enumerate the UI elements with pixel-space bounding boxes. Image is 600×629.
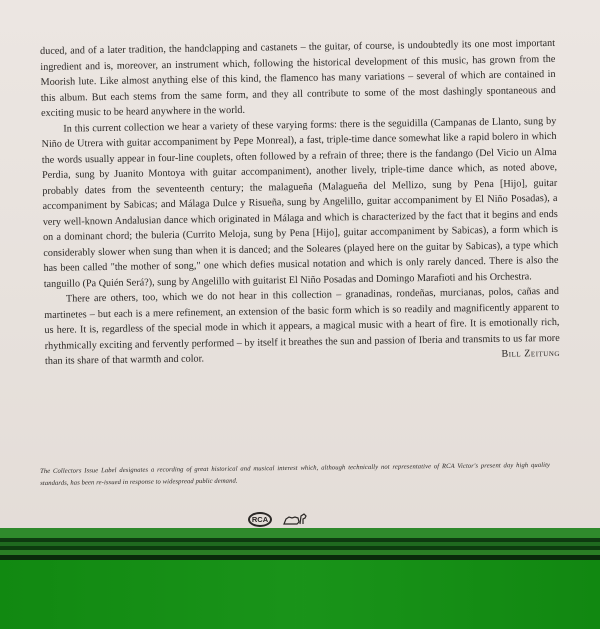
label-logos [248, 510, 308, 528]
liner-notes-paragraph-3: There are others, too, which we do not hear in this collection – granadinas, rondeñas, murcianas, polos, cañas and martinetes – but each is a mere refinement, an extension of the basic form which is so readily and magnificently apparent to us here. It is, regardless of the special mode in which it appears, a magical music with a heart of fire. It is emotionally rich, rhythmically exciting and fervently performed – by itself it breathes the sun and passion of Iberia and transmits to us far more than its share of that warmth and color. [44, 285, 560, 367]
liner-notes-paragraph-2: In this current collection we hear a variety of these varying forms: there is the seguidilla (Campanas de Llanto, sung by Niño de Utrera with guitar accompaniment by Pepe Monreal), a fast, triple-time dance somewhat like a rapid bolero in which the words usually appear in four-line couplets, often followed by a refrain of three; there is the fandango (Del Vicio un Alma Perdia, sung by Juanito Montoya with guitar accompaniment), another lively, triple-time dance which, as noted above, probably dates from the seventeenth century; the malagueña (Malagueña del Mellizo, sung by Pena [Hijo], guitar accompaniment by Sabicas; and Málaga Dulce y Risueña, sung by Angelillo, guitar accompaniment by El Niño Posadas), a very well-known Andalusian dance which originated in Málaga and which is characterized by the fact that it begins and ends on a dominant chord; the buleria (Currito Meloja, sung by Pena [Hijo], guitar accompaniment by Sabicas), a form which is considerably slower when sung than when it is danced; and the Soleares (played here on the guitar by Sabicas), a type which has been called "the mother of song," one which defies musical notation and which is only rarely danced. There is also the tanguillo (Pa Quién Será?), sung by Angelillo with guitarist El Niño Posadas and Domingo Marafioti and his Orchestra. [41, 115, 559, 290]
author-signature: Bill Zeitung [501, 347, 561, 360]
collectors-issue-footnote: The Collectors Issue Label designates a recording of great historical and musical interest which, although technically not representative of RCA Victor's present day high quality standards, has been re-issued in response to widespread public demand. [40, 461, 551, 487]
nipper-dog-logo-icon [282, 512, 308, 526]
rca-circle-logo-icon [248, 512, 272, 527]
green-stripe-band [0, 528, 600, 629]
liner-notes [40, 36, 560, 370]
rca-logo-text: RCA [251, 514, 269, 524]
liner-notes-paragraph-1: duced, and of a later tradition, the handclapping and castanets – the guitar, of course, is undoubtedly its one most important ingredient and is, moreover, an instrument which, following the historical development of this music, has grown from the Moorish lute. Like almost anything else of this kind, the flamenco has many variations – several of which are contained in this album. But each stems from the same form, and they all contribute to some of the most dashingly spontaneous and exciting music to be heard anywhere in the world. [40, 37, 556, 119]
